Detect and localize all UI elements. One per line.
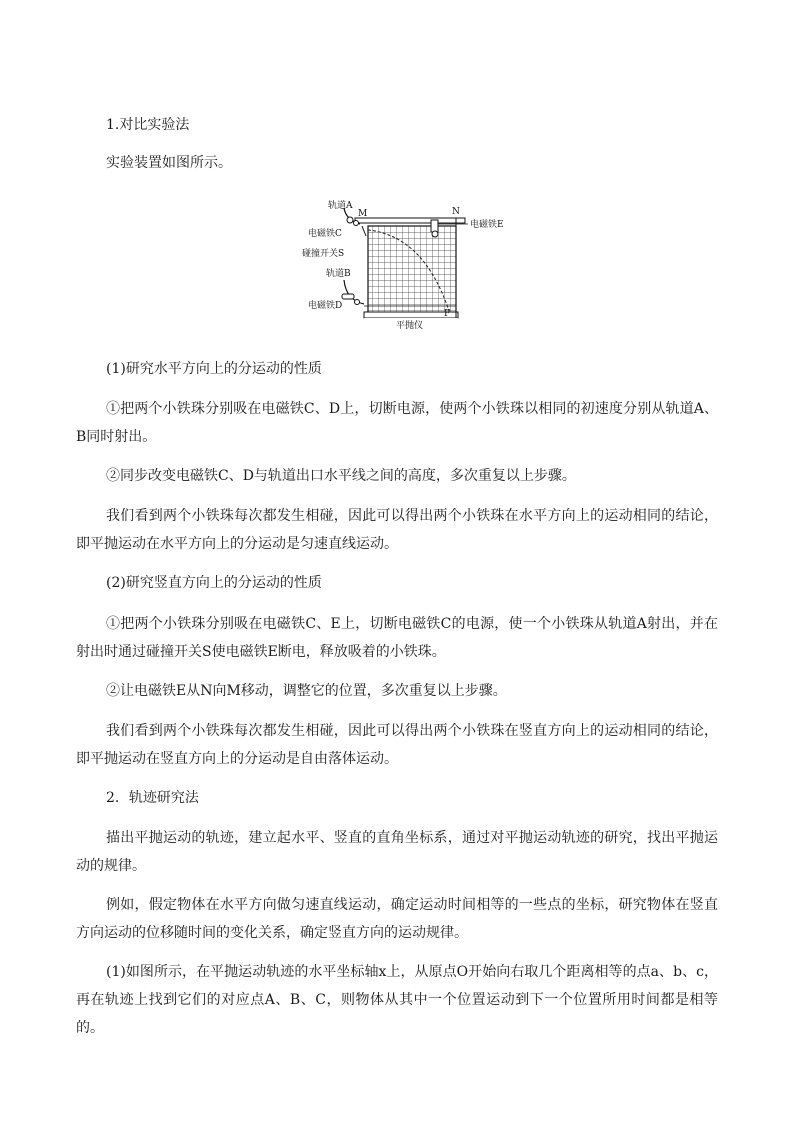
part2-step2: ②让电磁铁E从N向M移动，调整它的位置，多次重复以上步骤。 [106, 683, 507, 699]
part1-title: (1)研究水平方向上的分运动的性质 [106, 361, 322, 377]
label-magnet-c: 电磁铁C [308, 229, 342, 239]
section2-p2: 例如，假定物体在水平方向做匀速直线运动，确定运动时间相等的一些点的坐标，研究物体在竖直方向运动的位移随时间的变化关系，确定竖直方向的运动规律。 [76, 897, 718, 941]
part2-step1: ①把两个小铁珠分别吸在电磁铁C、E上，切断电磁铁C的电源，使一个小铁珠从轨道A射出，并在射出时通过碰撞开关S使电磁铁E断电，释放吸着的小铁珠。 [76, 616, 718, 660]
top-rail [355, 218, 465, 223]
label-magnet-d: 电磁铁D [308, 301, 343, 311]
label-switch-s: 碰撞开关S [302, 249, 345, 259]
flat-throw-apparatus-figure [300, 196, 530, 346]
ball-d [355, 300, 360, 305]
part1-step1: ①把两个小铁珠分别吸在电磁铁C、D上，切断电源，使两个小铁珠以相同的初速度分别从轨道A、B同时射出。 [76, 401, 718, 445]
section1-title: 1.对比实验法 [106, 117, 190, 133]
ball-c [354, 221, 359, 226]
part1-step2: ②同步改变电磁铁C、D与轨道出口水平线之间的高度，多次重复以上步骤。 [106, 468, 576, 484]
section2-p3: (1)如图所示，在平抛运动轨迹的水平坐标轴x上，从原点O开始向右取几个距离相等的点a、b、c，再在轨迹上找到它们的对应点A、B、C，则物体从其中一个位置运动到下一个位置所用时间都是相等的。 [76, 964, 718, 1036]
section2-title: 2．轨迹研究法 [106, 790, 199, 806]
label-rail-b: 轨道B [326, 269, 351, 279]
label-m: M [358, 209, 368, 219]
apparatus-diagram [300, 196, 530, 346]
figure-caption: 平抛仪 [396, 321, 424, 331]
label-n: N [452, 207, 460, 217]
label-magnet-e: 电磁铁E [470, 220, 504, 230]
magnet-e [431, 220, 438, 232]
section1-intro: 实验装置如图所示。 [106, 155, 232, 171]
magnet-c [347, 217, 353, 223]
part1-conclusion: 我们看到两个小铁珠每次都发生相碰，因此可以得出两个小铁珠在水平方向上的运动相同的结论，即平抛运动在水平方向上的分运动是匀速直线运动。 [76, 508, 718, 552]
switch-s [362, 226, 366, 236]
ball-e [432, 231, 438, 237]
label-rail-a: 轨道A [328, 201, 353, 211]
magnet-d [342, 294, 354, 299]
rail-b [344, 280, 364, 304]
grid-board [368, 226, 456, 314]
label-f: F [444, 309, 451, 319]
part2-title: (2)研究竖直方向上的分运动的性质 [106, 575, 322, 591]
part2-conclusion: 我们看到两个小铁珠每次都发生相碰，因此可以得出两个小铁珠在竖直方向上的运动相同的结论，即平抛运动在竖直方向上的分运动是自由落体运动。 [76, 723, 718, 767]
section2-p1: 描出平抛运动的轨迹，建立起水平、竖直的直角坐标系，通过对平抛运动轨迹的研究，找出平抛运动的规律。 [76, 830, 718, 874]
